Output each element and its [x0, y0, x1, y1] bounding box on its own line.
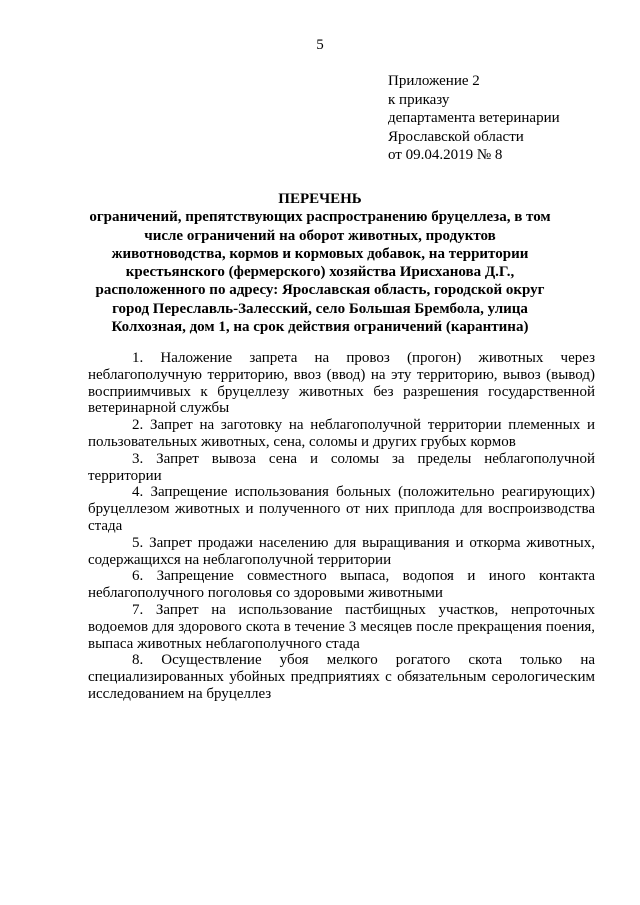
appendix-line: Ярославской области [388, 128, 524, 145]
appendix-block [388, 72, 628, 165]
list-item: 1. Наложение запрета на провоз (прогон) животных через неблагополучную территорию, ввоз (ввод) на эту территорию, вывоз (вывод) восприимчивых к бруцеллезу животных без разрешения государственной ветеринарной службы [88, 350, 595, 417]
appendix-line: Приложение 2 [388, 73, 480, 89]
page-number: 5 [316, 37, 324, 53]
list-item: 7. Запрет на использование пастбищных участков, непроточных водоемов для здорового скота в течение 3 месяцев после прекращения поения, выпаса животных неблагополучного стада [88, 601, 595, 652]
list-item: 8. Осуществление убоя мелкого рогатого скота только на специализированных убойных предприятиях с обязательным серологическим исследованием на бруцеллез [88, 652, 595, 702]
appendix-line: от 09.04.2019 № 8 [388, 147, 503, 163]
appendix-line: к приказу [388, 91, 450, 108]
list-item: 3. Запрет вывоза сена и соломы за пределы неблагополучной территории [88, 450, 595, 484]
title-heading: ПЕРЕЧЕНЬ [278, 191, 362, 207]
list-item: 6. Запрещение совместного выпаса, водопоя и иного контакта неблагополучного поголовья со здоровыми животными [88, 568, 595, 602]
list-item: 4. Запрещение использования больных (положительно реагирующих) бруцеллезом животных и полученного от них приплода для воспроизводства стада [88, 484, 595, 534]
restrictions-list [88, 350, 595, 703]
title-subtitle: ограничений, препятствующих распространению бруцеллеза, в том числе ограничений на оборот животных, продуктов животноводства, кормов и кормовых добавок, на территории крестьянского (фермерского) хозяйства Ирисханова Д.Г., расположенного по адресу: Ярославская область, городской округ город Переславль-Залесский, село Большая Брембола, улица Колхозная, дом 1, на срок действия ограничений (карантина) [89, 209, 551, 336]
list-item: 5. Запрет продажи населению для выращивания и откорма животных, содержащихся на неблагополучной территории [88, 534, 595, 568]
document-title [86, 190, 554, 336]
appendix-line: департамента ветеринарии [388, 110, 560, 126]
list-item: 2. Запрет на заготовку на неблагополучной территории племенных и пользовательных животных, сена, соломы и других грубых кормов [88, 417, 595, 450]
